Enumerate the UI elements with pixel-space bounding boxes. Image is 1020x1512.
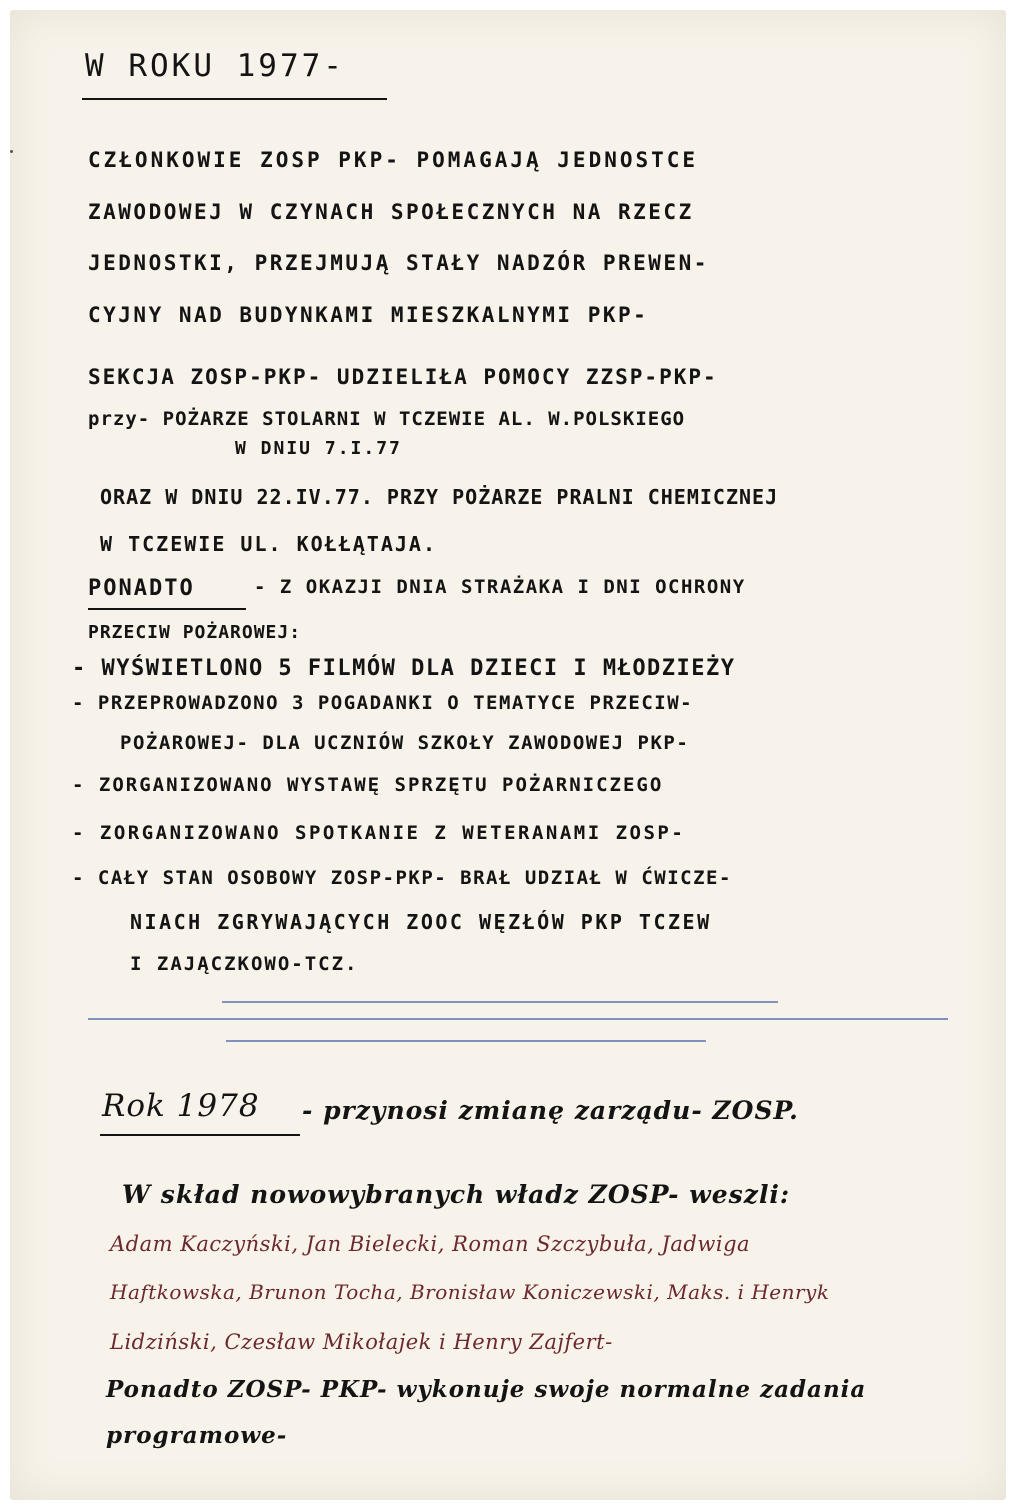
- separator-rule-bottom: [226, 1040, 706, 1042]
- p1-line-2: ZAWODOWEJ W CZYNACH SPOŁECZNYCH NA RZECZ: [88, 200, 694, 224]
- bullet-5: - CAŁY STAN OSOBOWY ZOSP-PKP- BRAŁ UDZIAŁ W ĆWICZE-: [72, 867, 732, 889]
- title-underline: [82, 98, 387, 100]
- page-title: W ROKU 1977-: [85, 48, 345, 84]
- p1-line-3: JEDNOSTKI, PRZEJMUJĄ STAŁY NADZÓR PREWEN-: [88, 251, 709, 275]
- heading-1978-rest: - przynosi zmianę zarządu- ZOSP.: [302, 1096, 799, 1125]
- p1-line-4: CYJNY NAD BUDYNKAMI MIESZKALNYMI PKP-: [88, 303, 649, 327]
- bullet-5-cont-1: NIACH ZGRYWAJĄCYCH ZOOC WĘZŁÓW PKP TCZEW: [130, 910, 712, 934]
- closing-line-1: Ponadto ZOSP- PKP- wykonuje swoje normalne zadania: [106, 1376, 867, 1403]
- p2-line-1: SEKCJA ZOSP-PKP- UDZIELIŁA POMOCY ZZSP-PKP-: [88, 365, 718, 389]
- closing-line-2: programowe-: [106, 1422, 288, 1449]
- p2-line-3: W DNIU 7.I.77: [235, 438, 402, 459]
- p2-line-2: przy- POŻARZE STOLARNI W TCZEWIE AL. W.POLSKIEGO: [88, 408, 686, 430]
- ponadto-rest: - Z OKAZJI DNIA STRAŻAKA I DNI OCHRONY: [254, 576, 746, 598]
- names-line-3: Lidziński, Czesław Mikołajek i Henry Zajfert-: [110, 1330, 613, 1354]
- separator-rule-middle: [88, 1018, 948, 1020]
- p3-line-1: ORAZ W DNIU 22.IV.77. PRZY POŻARZE PRALNI CHEMICZNEJ: [100, 485, 779, 509]
- intro-1978: W skład nowowybranych władz ZOSP- weszli:: [122, 1180, 791, 1209]
- ponadto-underline: [88, 608, 246, 610]
- p3-line-2: W TCZEWIE UL. KOŁŁĄTAJA.: [100, 532, 437, 556]
- separator-rule-top: [222, 1001, 778, 1003]
- bullet-2: - PRZEPROWADZONO 3 POGADANKI O TEMATYCE PRZECIW-: [72, 692, 694, 714]
- p1-line-1: CZŁONKOWIE ZOSP PKP- POMAGAJĄ JEDNOSTCE: [88, 148, 699, 172]
- heading-1978-underline: [100, 1134, 300, 1136]
- bullet-3: - ZORGANIZOWANO WYSTAWĘ SPRZĘTU POŻARNICZEGO: [72, 774, 664, 796]
- ponadto-line-2: PRZECIW POŻAROWEJ:: [88, 622, 302, 643]
- names-line-1: Adam Kaczyński, Jan Bielecki, Roman Szczybuła, Jadwiga: [110, 1232, 751, 1256]
- handwritten-page: [10, 10, 1006, 1500]
- heading-1978: Rok 1978: [102, 1088, 260, 1124]
- bullet-5-cont-2: I ZAJĄCZKOWO-TCZ.: [130, 953, 359, 975]
- bullet-2-cont: POŻAROWEJ- DLA UCZNIÓW SZKOŁY ZAWODOWEJ PKP-: [120, 732, 690, 754]
- bullet-4: - ZORGANIZOWANO SPOTKANIE Z WETERANAMI ZOSP-: [72, 822, 686, 844]
- margin-mark: [10, 150, 13, 153]
- ponadto-word: PONADTO: [88, 576, 195, 601]
- bullet-1: - WYŚWIETLONO 5 FILMÓW DLA DZIECI I MŁODZIEŻY: [72, 656, 736, 681]
- names-line-2: Haftkowska, Brunon Tocha, Bronisław Koniczewski, Maks. i Henryk: [110, 1280, 830, 1304]
